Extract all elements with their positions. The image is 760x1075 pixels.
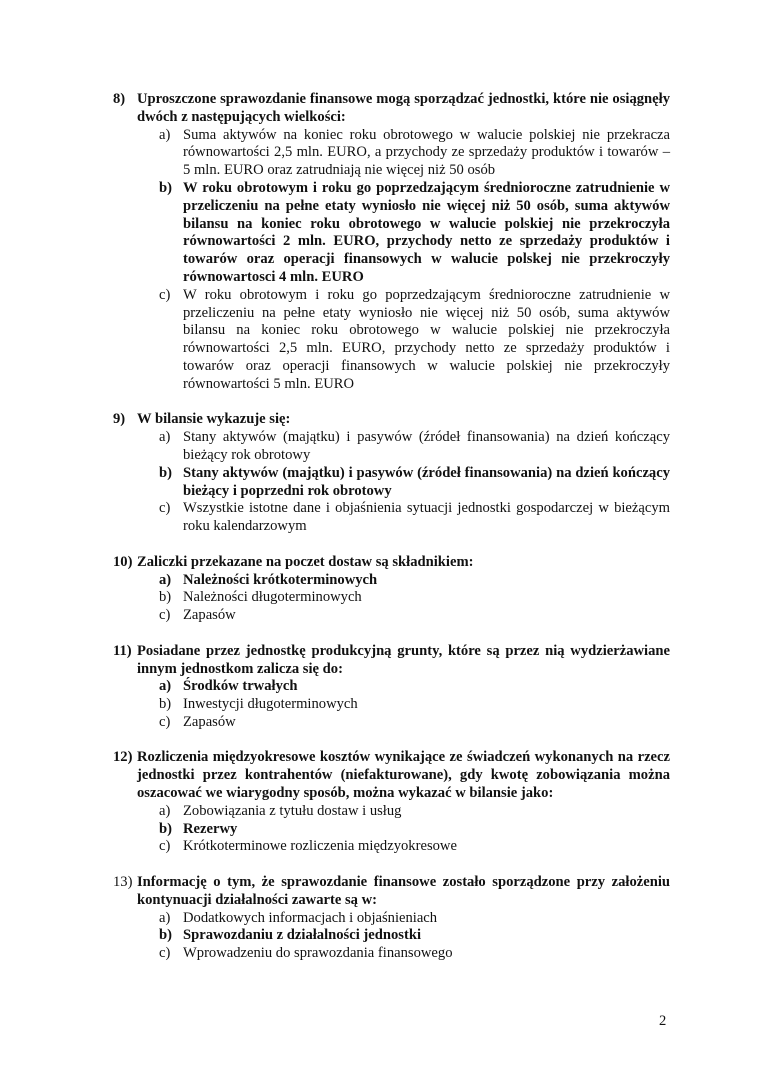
answer-option-correct — [159, 465, 670, 501]
answer-option — [159, 696, 670, 714]
answer-option-correct — [159, 678, 670, 696]
question-number: 12) — [113, 749, 133, 766]
answer-text: Środków trwałych — [183, 678, 298, 695]
question-number: 10) — [113, 553, 133, 570]
question-text: Posiadane przez jednostkę produkcyjną grunty, które są przez nią wydzierżawiane innym jednostkom zalicza się do: — [137, 642, 670, 677]
answer-letter: b) — [159, 589, 172, 606]
answer-letter: c) — [159, 607, 171, 624]
answer-option — [159, 589, 670, 607]
answer-letter: b) — [159, 464, 172, 481]
answer-option-correct — [159, 572, 670, 590]
answer-option — [159, 910, 670, 928]
question-number: 11) — [113, 642, 132, 659]
answer-option — [159, 838, 670, 856]
answer-letter: c) — [159, 945, 171, 962]
answer-option — [159, 127, 670, 180]
question-10 — [113, 554, 670, 625]
answer-text: W roku obrotowym i roku go poprzedzającym średnioroczne zatrudnienie w przeliczeniu na pełne etaty wyniosło nie więcej niż 50 osób, suma aktywów bilansu na koniec roku obrotowego w walucie polskiej nie przekroczyła równowartości 2 mln. EURO, przychody netto ze sprzedaży produktów i towarów oraz operacji finansowych w walucie polskej nie przekroczyły równowartosci 4 mln. EURO — [183, 179, 670, 285]
question-text: Uproszczone sprawozdanie finansowe mogą sporządzać jednostki, które nie osiągnęły dwóch z następujących wielkości: — [137, 91, 670, 125]
answer-option-correct — [159, 821, 670, 839]
answer-list — [113, 678, 670, 731]
answer-text: Dodatkowych informacjach i objaśnieniach — [183, 909, 438, 926]
question-heading — [113, 749, 670, 802]
answer-text: Wprowadzeniu do sprawozdania finansowego — [183, 945, 453, 962]
answer-letter: a) — [159, 571, 172, 588]
question-13 — [113, 874, 670, 963]
answer-text: Zobowiązania z tytułu dostaw i usług — [183, 802, 402, 819]
answer-text: W roku obrotowym i roku go poprzedzającym średnioroczne zatrudnienie w przeliczeniu na pełne etaty wyniosło nie więcej niż 50 osób, suma aktywów bilansu na koniec roku obrotowego w walucie polskiej nie przekroczyła równowartości 2,5 mln. EURO, przychody netto ze sprzedaży produktów i towarów oraz operacji finansowych w walucie polskiej nie przekroczyły równowartości 5 mln. EURO — [183, 286, 670, 392]
answer-option — [159, 803, 670, 821]
answer-option-correct — [159, 180, 670, 287]
question-text: Informację o tym, że sprawozdanie finansowe zostało sporządzone przy założeniu kontynuacji działalności zawarte są w: — [137, 874, 670, 908]
answer-letter: c) — [159, 713, 171, 730]
answer-letter: b) — [159, 927, 172, 944]
answer-option — [159, 714, 670, 732]
answer-letter: a) — [159, 126, 171, 143]
question-text: Zaliczki przekazane na poczet dostaw są składnikiem: — [137, 553, 474, 570]
question-heading — [113, 643, 670, 679]
answer-text: Zapasów — [183, 607, 236, 624]
answer-option-correct — [159, 927, 670, 945]
question-heading — [113, 91, 670, 127]
answer-text: Krótkoterminowe rozliczenia międzyokresowe — [183, 838, 457, 855]
answer-list — [113, 127, 670, 394]
answer-letter: b) — [159, 179, 172, 196]
answer-list — [113, 572, 670, 625]
page-number: 2 — [659, 1013, 667, 1029]
answer-list — [113, 429, 670, 536]
question-12 — [113, 749, 670, 856]
answer-text: Wszystkie istotne dane i objaśnienia sytuacji jednostki gospodarczej w bieżącym roku kalendarzowym — [183, 500, 670, 535]
answer-text: Sprawozdaniu z działalności jednostki — [183, 927, 421, 944]
answer-option — [159, 287, 670, 394]
answer-list — [113, 910, 670, 963]
answer-letter: a) — [159, 429, 171, 446]
answer-text: Stany aktywów (majątku) i pasywów (źródeł finansowania) na dzień kończący bieżący i poprzedni rok obrotowy — [183, 464, 670, 499]
answer-text: Inwestycji długoterminowych — [183, 696, 358, 713]
question-heading — [113, 874, 670, 910]
question-number: 13) — [113, 874, 133, 891]
answer-text: Rezerwy — [183, 820, 238, 837]
question-9 — [113, 411, 670, 536]
question-text: Rozliczenia międzyokresowe kosztów wynikające ze świadczeń wykonanych na rzecz jednostki przez kontrahentów (niefakturowane), gdy kwotę zobowiązania można oszacować we wiarygodny sposób, można wykazać w bilansie jako: — [137, 749, 670, 802]
answer-letter: a) — [159, 909, 171, 926]
answer-letter: c) — [159, 286, 171, 303]
answer-letter: a) — [159, 678, 172, 695]
question-text: W bilansie wykazuje się: — [137, 411, 291, 428]
question-heading — [113, 411, 670, 429]
answer-text: Stany aktywów (majątku) i pasywów (źródeł finansowania) na dzień kończący bieżący rok obrotowy — [183, 429, 670, 463]
question-8 — [113, 91, 670, 394]
question-heading — [113, 554, 670, 572]
answer-text: Zapasów — [183, 713, 236, 730]
answer-letter: c) — [159, 500, 171, 517]
answer-text: Suma aktywów na koniec roku obrotowego w walucie polskiej nie przekracza równowartości 2,5 mln. EURO, a przychody ze sprzedaży produktów i towarów – 5 mln. EURO oraz zatrudniają nie więcej niż 50 osób — [183, 126, 670, 179]
answer-option — [159, 607, 670, 625]
answer-text: Należności krótkoterminowych — [183, 571, 378, 588]
answer-option — [159, 429, 670, 465]
question-list — [113, 91, 670, 981]
answer-letter: b) — [159, 696, 172, 713]
question-number: 9) — [113, 411, 126, 428]
answer-letter: b) — [159, 820, 172, 837]
answer-letter: c) — [159, 838, 171, 855]
answer-option — [159, 500, 670, 536]
answer-letter: a) — [159, 802, 171, 819]
question-number: 8) — [113, 91, 126, 107]
answer-option — [159, 945, 670, 963]
answer-list — [113, 803, 670, 856]
question-11 — [113, 643, 670, 732]
answer-text: Należności długoterminowych — [183, 589, 362, 606]
